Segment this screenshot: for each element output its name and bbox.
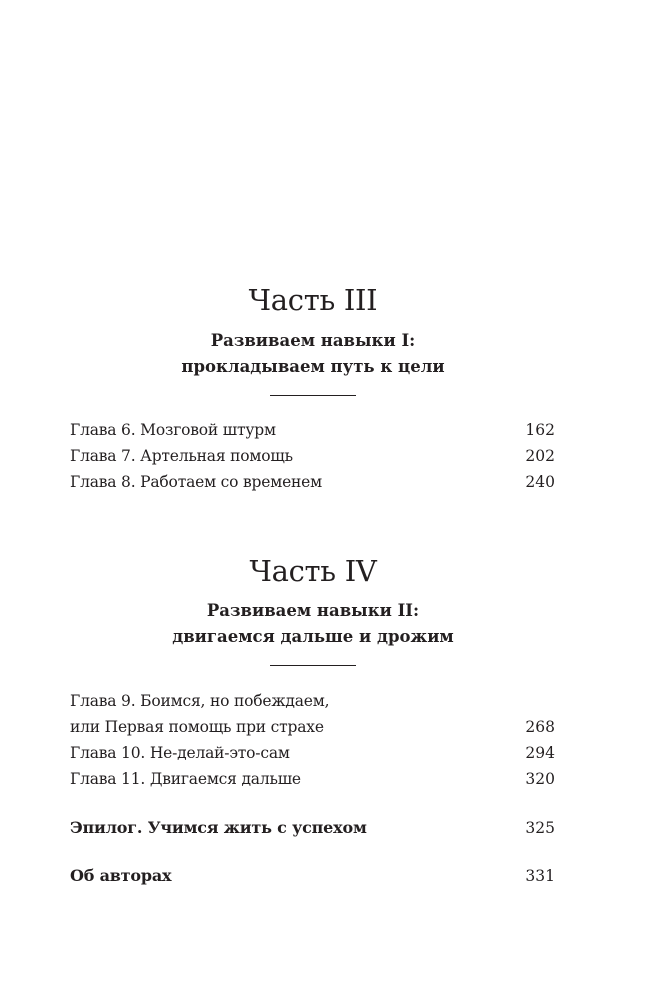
toc-entry-label: Глава 9. Боимся, но побеждаем, xyxy=(70,692,330,710)
part-3-subtitle-line-2: прокладываем путь к цели xyxy=(181,357,445,376)
toc-entry-page: 162 xyxy=(525,421,555,439)
part-4-title: Часть IV xyxy=(249,554,377,588)
toc-entry-label: Глава 11. Двигаемся дальше xyxy=(70,770,301,788)
part-3-subtitle-line-1: Развиваем навыки I: xyxy=(210,331,416,350)
toc-entry-page: 325 xyxy=(525,819,555,837)
toc-entry-epilogue[interactable] xyxy=(70,815,555,841)
toc-entry-chapter-9-line-2[interactable] xyxy=(70,714,555,740)
toc-entry-page: 268 xyxy=(525,718,555,736)
toc-entry-chapter-9-line-1[interactable] xyxy=(70,688,555,714)
toc-entry-page: 294 xyxy=(525,744,555,762)
toc-entry-label: Глава 8. Работаем со временем xyxy=(70,473,323,491)
part-3-title: Часть III xyxy=(248,283,378,317)
toc-entry-chapter-10[interactable] xyxy=(70,740,555,766)
toc-entry-label: или Первая помощь при страхе xyxy=(70,718,324,736)
part-4-subtitle-line-1: Развиваем навыки II: xyxy=(206,601,420,620)
toc-entry-page: 320 xyxy=(525,770,555,788)
toc-entry-label: Об авторах xyxy=(70,866,172,885)
toc-entry-label: Глава 7. Артельная помощь xyxy=(70,447,293,465)
toc-entry-chapter-8[interactable] xyxy=(70,469,555,495)
toc-entry-chapter-6[interactable] xyxy=(70,417,555,443)
toc-entry-authors[interactable] xyxy=(70,863,555,889)
part-4-divider xyxy=(270,665,356,666)
part-4-subtitle-line-2: двигаемся дальше и дрожим xyxy=(172,627,454,646)
toc-entry-page: 240 xyxy=(525,473,555,491)
toc-entry-page: 202 xyxy=(525,447,555,465)
toc-entry-label: Глава 10. Не-делай-это-сам xyxy=(70,744,290,762)
part-3-divider xyxy=(270,395,356,396)
toc-entry-chapter-11[interactable] xyxy=(70,766,555,792)
toc-entry-label: Эпилог. Учимся жить с успехом xyxy=(70,818,367,837)
toc-entry-page: 331 xyxy=(525,867,555,885)
toc-entry-label: Глава 6. Мозговой штурм xyxy=(70,421,276,439)
toc-entry-chapter-7[interactable] xyxy=(70,443,555,469)
